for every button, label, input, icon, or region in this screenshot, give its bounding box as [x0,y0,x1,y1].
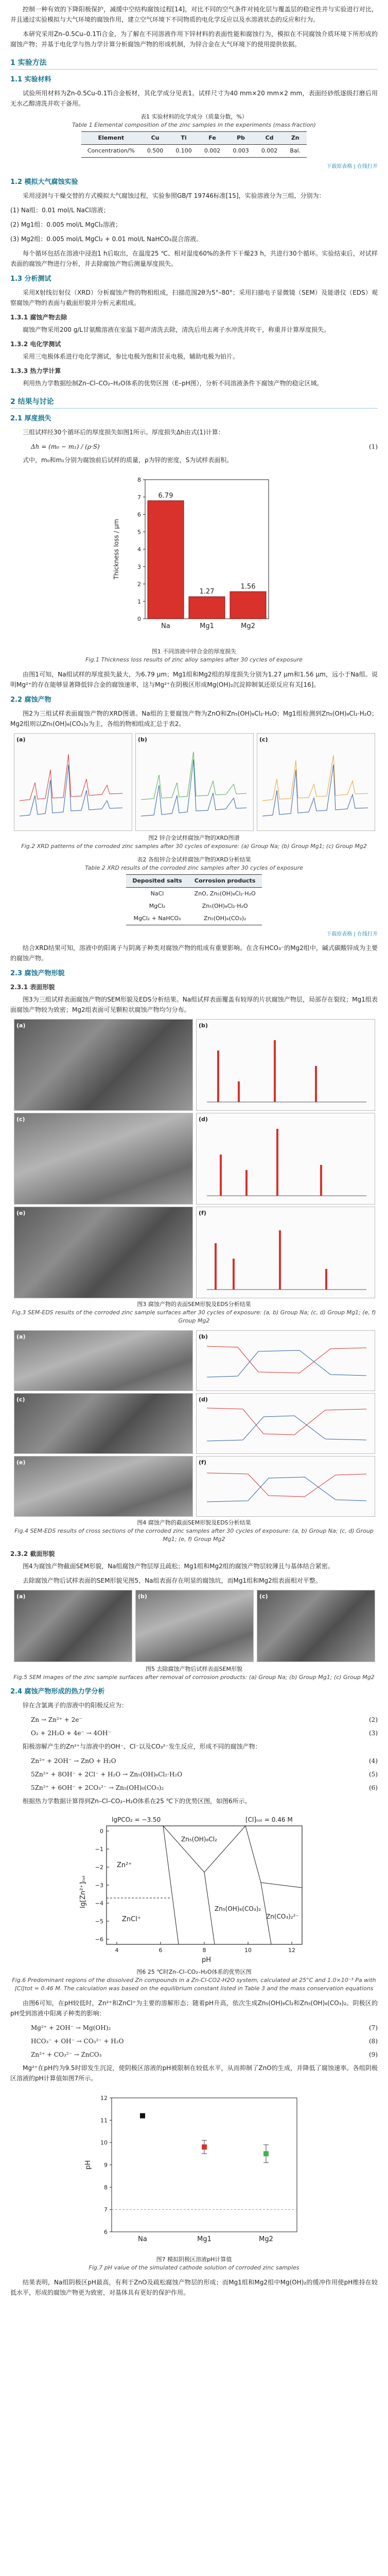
y-tick-label: 2 [137,581,141,588]
body-paragraph: 图4为腐蚀产物截面SEM形貌，Na组腐蚀产物层厚且疏松；Mg1组和Mg2组的腐蚀产物层较薄且与基体结合紧密。 [23,1563,334,1570]
y-tick-label: 8 [104,2184,108,2191]
eds-spectrum-icon [197,1113,375,1204]
y-axis-label: Thickness loss / μm [113,519,120,580]
table2 [126,874,261,925]
x-tick-label: Na [138,2235,147,2243]
table-row [126,912,261,925]
eds-spectrum-icon [197,1207,375,1298]
panel-label: (c) [259,736,268,743]
eds-spectrum-icon [197,1020,375,1110]
x-tick-label: 4 [115,1947,119,1954]
table-cell: Zn₅(OH)₈Cl₂·H₂O [202,903,248,909]
equation-text: 5Zn²⁺ + 6OH⁻ + 2CO₃²⁻ → Zn₅(OH)₆(CO₃)₂ [31,1784,164,1791]
y-tick-label: −2 [95,1864,103,1871]
table-cell: MgCl₂ [149,903,166,909]
table-header-cell: Cd [255,132,284,145]
table2-caption-en: Table 2 XRD results of the corroded zinc samples after 30 cycles of exposure [85,865,303,871]
panel-label: (f) [199,1459,206,1466]
figure3 [14,1019,374,1297]
panel-label: (b) [138,1593,147,1600]
equation-number: (9) [369,2051,378,2058]
region-label: Zn(CO₃)₂²⁻ [266,1913,299,1920]
table-header-cell: Pb [226,132,255,145]
equation-number: (4) [369,1757,378,1765]
panel-label: (c) [16,1116,25,1123]
pco2-label: lgPCO₂ = −3.50 [112,1816,161,1823]
equation-number: (5) [369,1771,378,1778]
region-label: Zn₅(OH)₈Cl₂ [181,1836,217,1843]
figure7-caption-en: Fig.7 pH value of the simulated cathode solution of corroded zinc samples [89,2264,299,2271]
table2-caption-cn: 表2 各组锌合金试样腐蚀产物的XRD分析结果 [137,856,251,863]
y-tick-label: 7 [104,2206,108,2213]
intro-paragraph: 控制一种有效的下降阳极保护，减缓中空结构腐蚀过程[14]，对比不同的空气条件对钝化层与覆盖层的稳定性并与实验进行对比，并且通过实验模拟与大气环境的腐蚀作用，建立空气环境下不同物质的电化学反应以及水溶液状态的反应和行为。 [10,6,378,23]
y-tick-label: 11 [100,2117,108,2124]
panel-label: (c) [259,1593,268,1600]
figure2-caption-cn: 图2 锌合金试样腐蚀产物的XRD图谱 [148,835,240,841]
figure7-caption-cn: 图7 模拟阴极区溶液pH计算值 [156,2256,232,2263]
bar [230,591,266,619]
table-header-row [126,875,261,888]
region-label: ZnCl⁺ [122,1916,141,1923]
data-point [263,2151,269,2156]
body-paragraph: 采用浸润与干燥交替的方式模拟大气腐蚀过程，实验参照GB/T 19746标准[15]，实验溶液分为三组，分别为： [23,192,325,199]
subsection-heading: 2.1 厚度损失 [10,415,51,422]
panel-label: (b) [199,1022,208,1029]
subsection-heading: 2.3 腐蚀产物形貌 [10,970,65,977]
figure5-caption-en: Fig.5 SEM images of the zinc sample surfaces after removal of corrosion products: (a) Group Na; (b) Group Mg1; (c) Group Mg2 [13,1674,375,1681]
body-paragraph: 腐蚀产物采用200 g/L甘氨酸溶液在室温下超声清洗去除，清洗后用去离子水冲洗并吹干，称重并计算厚度损失。 [23,326,330,333]
table-row [126,888,261,901]
body-paragraph: 根据热力学数据计算得到Zn–Cl–CO₂–H₂O体系在25 ℃下的优势区图，如图6所示。 [23,1798,251,1805]
y-tick-label: 6 [104,2229,108,2235]
y-tick-label: 12 [100,2095,108,2102]
table-cell: 0.003 [233,147,249,154]
table-header-cell: Corrosion products [188,875,262,888]
x-tick-label: Mg1 [197,2235,211,2243]
y-tick-label: 7 [137,494,141,501]
figure3-caption [10,1300,378,1325]
x-tick-label: 8 [202,1947,206,1954]
equation-text: Zn²⁺ + 2OH⁻ → ZnO + H₂O [31,1757,116,1765]
equation-text: Δh = (m₀ − m₁) / (ρ·S) [31,443,100,450]
xrd-panel-b [135,733,254,831]
thickness-loss-bar-chart [109,469,279,645]
body-paragraph: 去除腐蚀产物后试样表面的SEM形貌见图5，Na组表面存在明显的腐蚀坑，而Mg1组和Mg2组表面相对平整。 [23,1577,322,1584]
body-paragraph: 试验所用材料为Zn-0.5Cu-0.1Ti合金板材，其化学成分见表1。试样尺寸为40 mm×20 mm×2 mm，表面经砂纸逐级打磨后用无水乙醇清洗并吹干备用。 [10,90,378,107]
panel-label: (a) [16,1333,26,1340]
table-header-cell: Deposited salts [126,875,188,888]
y-tick-label: −3 [95,1882,103,1889]
table-cell: 0.002 [204,147,221,154]
equation-number: (6) [369,1784,378,1791]
section-heading: 2 结果与讨论 [10,397,378,409]
figure6-caption [10,1968,378,1993]
body-paragraph: 利用热力学数据绘制Zn–Cl–CO₂–H₂O体系的优势区图（E–pH图），分析不同溶液条件下腐蚀产物的稳定区域。 [23,380,323,387]
equation [10,442,378,452]
xrd-pattern-icon [136,734,253,831]
eds-spectrum-d [196,1113,375,1205]
figure6-caption-cn: 图6 25 ℃时Zn–Cl–CO₂–H₂O体系的优势区图 [136,1969,252,1975]
boundary-line [163,1826,245,1872]
panel-label: (a) [16,1593,26,1600]
sem-image-c [257,1590,375,1662]
body-paragraph: 结果表明，Na组阴极区pH最高，有利于ZnO及疏松腐蚀产物层的形成；而Mg1组和Mg2组中Mg(OH)₂的缓冲作用使pH维持在较低水平，形成的腐蚀产物更为致密，对基体具有更好的保护作用。 [10,2279,378,2296]
body-paragraph: 每个循环包括在溶液中浸泡1 h后取出，在温度25 ℃、相对湿度60%的条件下干燥23 h，共进行30个循环。实验结束后，对试样表面的腐蚀产物进行分析，并去除腐蚀产物后测量厚度损失。 [10,250,378,267]
bar [189,597,225,619]
figure3-caption-cn: 图3 腐蚀产物的表面SEM形貌及EDS分析结果 [137,1301,251,1308]
equation [10,1728,378,1738]
figure1-caption-en: Fig.1 Thickness loss results of zinc alloy samples after 30 cycles of exposure [85,656,303,663]
table-row [126,900,261,912]
list-item: (2) Mg1组：0.005 mol/L MgCl₂溶液； [10,221,121,228]
y-tick-label: −5 [95,1918,103,1925]
panel-label: (b) [199,1333,208,1340]
x-tick-label: Na [161,622,170,630]
equation-text: 5Zn²⁺ + 8OH⁻ + 2Cl⁻ + H₂O → Zn₅(OH)₈Cl₂·H₂O [31,1771,183,1778]
equation [10,2049,378,2060]
y-tick-label: 1 [137,598,141,605]
subsubsection-heading: 2.3.1 表面形貌 [10,984,55,991]
table-header-cell: Element [81,132,141,145]
y-tick-label: 5 [137,529,141,536]
figure1-caption-cn: 图1 不同溶液中锌合金的厚度损失 [151,648,237,655]
boundary-line [163,1826,179,1944]
y-tick-label: 6 [137,511,141,518]
figure6 [76,1810,312,1965]
table-header-cell: Cu [141,132,170,145]
y-tick-label: 0 [137,616,141,622]
figure2-caption-en: Fig.2 XRD patterns of the corroded zinc samples after 30 cycles of exposure: (a) Group Na; (b) Group Mg1; (c) Group Mg2 [21,843,367,850]
subsubsection-heading: 1.3.3 热力学计算 [10,367,61,375]
x-tick-label: Mg2 [241,622,255,630]
equation-text: HCO₃⁻ + OH⁻ → CO₃²⁻ + H₂O [31,2038,124,2045]
figure1-caption [10,648,378,664]
table-cell: 0.500 [147,147,164,154]
equation-number: (7) [369,2024,378,2031]
x-tick-label: 10 [244,1947,252,1954]
data-point [202,2144,207,2149]
x-tick-label: Mg2 [259,2235,273,2243]
cross-section-image-c [14,1393,193,1454]
cross-section-image-a [14,1330,193,1391]
figure4 [14,1330,374,1516]
figure7 [81,2088,307,2252]
equation [10,2036,378,2046]
cl-total-label: [Cl]ₜₒₜ = 0.46 M [245,1816,293,1823]
y-tick-label: 4 [137,546,141,553]
table-header-cell: Zn [284,132,307,145]
body-paragraph: 采用三电极体系进行电化学测试，参比电极为饱和甘汞电极，辅助电极为铂片。 [23,353,239,360]
panel-label: (d) [199,1116,208,1123]
figure6-caption-en: Fig.6 Predominant regions of the dissolved Zn compounds in a Zn-Cl-CO2-H2O system, calculated at 25°C and 1.0×10⁻³ Pa with [Cl]tot = 0.46 M. The calculation was based on the equilibrium constant listed in Table 3 and the mass conservation equations [12,1977,376,1992]
sem-image-c [14,1113,193,1205]
sem-image-a [14,1019,193,1111]
equation-text: Zn²⁺ + CO₃²⁻ → ZnCO₃ [31,2051,102,2058]
list-item: (1) Na组：0.01 mol/L NaCl溶液； [10,207,110,214]
y-tick-label: −6 [95,1936,103,1943]
table1 [81,131,307,158]
subsubsection-heading: 1.3.1 腐蚀产物去除 [10,314,67,321]
table-cell: Zn₅(OH)₆(CO₃)₂ [203,915,246,922]
y-tick-label: 8 [137,477,141,483]
figure2-caption [10,834,378,851]
table-cell: Concentration/% [87,147,135,154]
table-cell: ZnO, Zn₅(OH)₈Cl₂·H₂O [194,890,256,897]
eds-linescan-icon [197,1394,375,1453]
list-item: (3) Mg2组：0.005 mol/L MgCl₂ + 0.01 mol/L NaHCO₃混合溶液。 [10,235,203,243]
x-tick-label: 12 [288,1947,295,1954]
equation-number: (8) [369,2038,378,2045]
equation-text: Zn → Zn²⁺ + 2e⁻ [31,1716,82,1723]
eds-linescan-icon [197,1331,375,1391]
table-header-cell: Fe [198,132,227,145]
body-paragraph: 由图6可知，在pH较低时，Zn²⁺和ZnCl⁺为主要的溶解形态；随着pH升高，依次生成Zn₅(OH)₈Cl₂和Zn₅(OH)₆(CO₃)₂。阴极区的pH受到溶液中阳离子种类的影响： [10,1999,378,2017]
table1-caption [10,113,378,129]
body-paragraph: 由图1可知，Na组试样的厚度损失最大，为6.79 μm；Mg1组和Mg2组的厚度损失分别为1.27 μm和1.56 μm，远小于Na组。说明Mg²⁺的存在能够显著降低锌合金的腐蚀速率，这与Mg²⁺在阴极区形成Mg(OH)₂沉淀抑制氧还原反应有关[16]。 [10,671,378,688]
subsection-heading: 1.1 实验材料 [10,76,51,83]
region-label: Zn²⁺ [117,1861,132,1869]
table1-caption-cn: 表1 实验材料的化学成分（质量分数，%） [140,113,248,120]
panel-label: (e) [16,1459,26,1466]
table2-download-link[interactable]: 下载原表格 | 在线打开 [326,931,378,937]
body-paragraph: 式中，m₀和m₁分别为腐蚀前后试样的质量，ρ为锌的密度，S为试样表面积。 [23,456,233,464]
xrd-panel-c [257,733,375,831]
plot-frame [107,1826,302,1944]
table2-caption [10,856,378,872]
figure4-caption [10,1519,378,1544]
equation-number: (3) [369,1730,378,1737]
y-tick-label: 0 [100,1828,103,1835]
x-tick-label: 6 [158,1947,163,1954]
body-paragraph: 图2为三组试样表面腐蚀产物的XRD图谱。Na组的主要腐蚀产物为ZnO和Zn₅(OH)₈Cl₂·H₂O；Mg1组检测到Zn₅(OH)₈Cl₂·H₂O；Mg2组则以Zn₅(OH)₆(CO₃)₂为主，各组的物相组成汇总于表2。 [10,710,378,727]
intro-paragraph: 本研究采用Zn–0.5Cu–0.1Ti合金，为了解在不同溶液作用下锌材料的表面性能和腐蚀行为，模拟在不同腐蚀介质环境下所形成的腐蚀产物；并基于电化学与热力学计算分析腐蚀产物的形成机制，为锌合金在大气环境下的使用提供依据。 [10,30,378,48]
figure4-caption-en: Fig.4 SEM-EDS results of cross sections of the corroded zinc samples after 30 cycles of exposure: (a, b) Group Na; (c, d) Group Mg1; (e, f) Group Mg2 [14,1528,374,1543]
sem-image-a [14,1590,132,1662]
panel-label: (e) [16,1210,26,1216]
xrd-pattern-icon [257,734,375,831]
cross-section-image-e [14,1456,193,1517]
equation-number: (1) [369,443,378,450]
equation-text: Mg²⁺ + 2OH⁻ → Mg(OH)₂ [31,2024,111,2031]
x-tick-label: Mg1 [200,622,214,630]
eds-spectrum-f [196,1207,375,1298]
x-axis-label: pH [202,1956,211,1964]
y-tick-label: 10 [100,2139,108,2146]
table1-caption-en: Table 1 Elemental composition of the zinc samples in the experiments (mass fraction) [72,122,316,128]
region-label: Zn₅(OH)₆(CO₃)₂ [215,1905,261,1912]
figure4-caption-cn: 图4 腐蚀产物的截面SEM形貌及EDS分析结果 [137,1519,251,1526]
subsubsection-heading: 2.3.2 截面形貌 [10,1550,55,1557]
table-cell: Bal. [290,147,301,154]
table-cell: 0.100 [175,147,192,154]
figure1 [109,469,279,645]
figure2 [14,733,374,831]
eds-linescan-d [196,1393,375,1454]
bar-data-label: 1.27 [199,588,215,596]
section-heading: 1 实验方法 [10,58,378,70]
equation-number: (2) [369,1716,378,1723]
ph-scatter-chart [81,2088,307,2252]
y-axis-label: pH [84,2160,92,2170]
plot-frame [112,2098,297,2232]
eds-linescan-f [196,1456,375,1517]
equation [10,1756,378,1766]
panel-label: (a) [16,736,26,743]
table-cell: MgCl₂ + NaHCO₃ [133,915,181,922]
equation-text: O₂ + 2H₂O + 4e⁻ → 4OH⁻ [31,1730,111,1737]
bar-data-label: 6.79 [158,492,173,500]
figure3-caption-en: Fig.3 SEM-EDS results of the corroded zinc sample surfaces after 30 cycles of exposure: (a, b) Group Na; (c, d) Group Mg1; (e, f) Group Mg2 [12,1309,376,1324]
panel-label: (f) [199,1210,206,1216]
equation [10,1715,378,1725]
body-paragraph: 三组试样经30个循环后的厚度损失如图1所示。厚度损失Δh由式(1)计算： [23,429,224,436]
x-axis-ticks [115,1942,296,1954]
figure7-caption [10,2256,378,2272]
equation [10,1783,378,1793]
panel-label: (c) [16,1396,25,1403]
body-paragraph: 阳极溶解产生的Zn²⁺与溶液中的OH⁻、Cl⁻以及CO₃²⁻发生反应，形成不同的腐蚀产物： [23,1743,261,1750]
equation [10,2023,378,2033]
data-point [140,2113,145,2119]
boundary-line [204,1872,215,1944]
subsection-heading: 1.2 模拟大气腐蚀实验 [10,178,78,186]
panel-label: (d) [199,1396,208,1403]
y-tick-label: −1 [95,1846,103,1853]
sem-image-e [14,1207,193,1298]
panel-label: (b) [138,736,147,743]
figure5 [14,1590,374,1662]
y-axis-ticks [95,1828,109,1943]
y-axis-label: lg[Zn²⁺]ₜₒₜ [79,1875,87,1908]
subsection-heading: 2.4 腐蚀产物形成的热力学分析 [10,1688,105,1696]
y-tick-label: 9 [104,2162,108,2168]
y-tick-label: −4 [95,1900,103,1907]
panel-label: (a) [16,1022,26,1029]
body-paragraph: 锌在含氯离子的溶液中的阳极反应为： [23,1702,128,1709]
subsection-heading: 2.2 腐蚀产物 [10,696,51,704]
eds-spectrum-b [196,1019,375,1111]
y-tick-label: 3 [137,563,141,570]
boundary-line [245,1826,302,1888]
eds-linescan-icon [197,1456,375,1516]
table-header-cell: Ti [169,132,198,145]
predominance-diagram [76,1810,312,1965]
body-paragraph: Mg²⁺在pH约为9.5时即发生沉淀，使阴极区溶液的pH被限制在较低水平，从而抑制了ZnO的生成，并降低了腐蚀速率。各组阴极区溶液的pH计算值如图7所示。 [10,2064,378,2082]
sem-image-b [135,1590,254,1662]
bar [148,501,184,619]
eds-linescan-b [196,1330,375,1391]
figure5-caption [10,1665,378,1682]
table-header-row [81,132,307,145]
xrd-panel-a [14,733,132,831]
equation [10,1769,378,1780]
table-cell: NaCl [150,890,164,897]
subsubsection-heading: 1.3.2 电化学测试 [10,341,61,348]
table-cell: 0.002 [261,147,278,154]
body-paragraph: 结合XRD结果可知，溶液中的阳离子与阴离子种类对腐蚀产物的组成有重要影响。在含有HCO₃⁻的Mg2组中，碱式碳酸锌成为主要的腐蚀产物。 [10,944,378,962]
table1-download-link[interactable]: 下载原表格 | 在线打开 [326,164,378,170]
subsection-heading: 1.3 分析测试 [10,275,51,283]
figure5-caption-cn: 图5 去除腐蚀产物后试样表面SEM形貌 [146,1666,242,1672]
table-row [81,145,307,158]
body-paragraph: 采用X射线衍射仪（XRD）分析腐蚀产物的物相组成，扫描范围2θ为5°–80°；采用扫描电子显微镜（SEM）及能谱仪（EDS）观察腐蚀产物的表面与截面形貌并分析元素组成。 [10,289,378,307]
bar-data-label: 1.56 [240,583,256,591]
body-paragraph: 图3为三组试样表面腐蚀产物的SEM形貌及EDS分析结果。Na组试样表面覆盖有较厚的片状腐蚀产物层，局部存在裂纹；Mg1组表面腐蚀产物较为致密；Mg2组表面可见颗粒状腐蚀产物均匀分布。 [10,996,378,1013]
xrd-pattern-icon [14,734,132,831]
